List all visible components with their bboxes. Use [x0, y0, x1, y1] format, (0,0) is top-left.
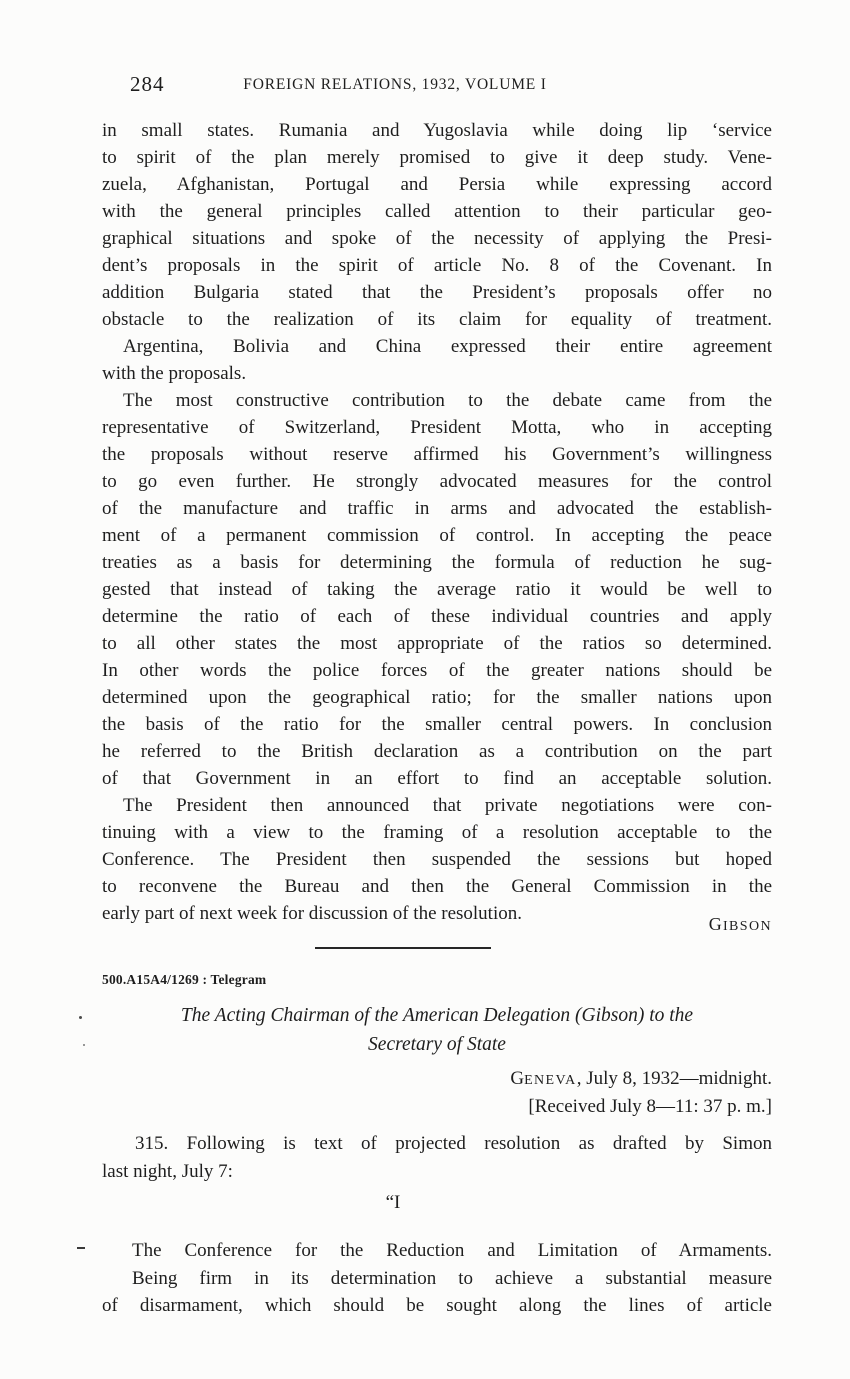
telegram-reference: 500.A15A4/1269 : Telegram: [102, 972, 267, 987]
text-line: The Conference for the Reduction and Limitation of Armaments.: [132, 1240, 772, 1261]
text-line: of the manufacture and traffic in arms and advocated the establish-: [102, 498, 772, 519]
text-line: determined upon the geographical ratio; for the smaller nations upon: [102, 687, 772, 708]
text-line: addition Bulgaria stated that the President’s proposals offer no: [102, 282, 772, 303]
text-line: obstacle to the realization of its claim for equality of treatment.: [102, 309, 772, 330]
text-line: to reconvene the Bureau and then the General Commission in the: [102, 876, 772, 897]
text-line: to go even further. He strongly advocated measures for the control: [102, 471, 772, 492]
text-line: graphical situations and spoke of the necessity of applying the Presi-: [102, 228, 772, 249]
text-line: with the general principles called attention to their particular geo-: [102, 201, 772, 222]
text-line: treaties as a basis for determining the formula of reduction he sug-: [102, 552, 772, 573]
text-line: Being firm in its determination to achieve a substantial measure: [132, 1267, 772, 1289]
text-line: dent’s proposals in the spirit of article No. 8 of the Covenant. In: [102, 255, 772, 276]
text-line: 315. Following is text of projected resolution as drafted by Simon: [135, 1133, 772, 1154]
scan-artifact-dash: [77, 1247, 85, 1249]
signature-smallcaps: IBSON: [722, 919, 772, 934]
signature-initial: G: [708, 914, 723, 934]
text-line: tinuing with a view to the framing of a resolution acceptable to the: [102, 822, 772, 843]
text-line: In other words the police forces of the greater nations should be: [102, 660, 772, 681]
text-line: of disarmament, which should be sought along the lines of article: [102, 1295, 772, 1316]
report-body: [102, 117, 772, 927]
separator-rule: [315, 947, 491, 949]
text-line: of that Government in an effort to find an acceptable solution.: [102, 768, 772, 789]
text-line: zuela, Afghanistan, Portugal and Persia while expressing accord: [102, 174, 772, 195]
text-line: The President then announced that private negotiations were con-: [123, 795, 772, 816]
text-line: the basis of the ratio for the smaller central powers. In conclusion: [102, 714, 772, 735]
text-line: Conference. The President then suspended the sessions but hoped: [102, 849, 772, 870]
text-line: gested that instead of taking the average ratio it would be well to: [102, 579, 772, 600]
heading-line: Secretary of State: [368, 1034, 506, 1055]
text-line: to spirit of the plan merely promised to give it deep study. Vene-: [102, 147, 772, 168]
heading-line: The Acting Chairman of the American Delegation (Gibson) to the: [180, 1005, 694, 1026]
text-line: with the proposals.: [102, 363, 247, 384]
section-marker: “I: [385, 1192, 401, 1213]
text-line: last night, July 7:: [102, 1161, 233, 1182]
text-line: The most constructive contribution to the debate came from the: [123, 390, 772, 411]
text-line: ment of a permanent commission of control. In accepting the peace: [102, 525, 772, 546]
signature: [102, 914, 774, 935]
running-title: FOREIGN RELATIONS, 1932, VOLUME I: [243, 76, 547, 93]
scan-artifact-dot: [79, 1016, 82, 1019]
dateline: [102, 1068, 780, 1090]
text-line: Argentina, Bolivia and China expressed their entire agreement: [123, 336, 772, 357]
text-line: he referred to the British declaration as a contribution on the part: [102, 741, 772, 762]
received-line: [Received July 8—11: 37 p. m.]: [528, 1096, 772, 1117]
resolution-text: [102, 1237, 772, 1320]
text-line: to all other states the most appropriate of the ratios so determined.: [102, 633, 772, 654]
scan-artifact-dot: [83, 1044, 85, 1046]
text-line: early part of next week for discussion of the resolution.: [102, 903, 522, 924]
text-line: in small states. Rumania and Yugoslavia while doing lip ‘service: [102, 120, 772, 141]
dateline-date: , July 8, 1932—midnight.: [576, 1068, 772, 1089]
dateline-place-smallcaps: ENEVA: [524, 1073, 577, 1088]
dateline-place-initial: G: [510, 1068, 525, 1089]
text-line: determine the ratio of each of these individual countries and apply: [102, 606, 772, 627]
text-line: the proposals without reserve affirmed his Government’s willingness: [102, 444, 772, 465]
running-header: [102, 72, 772, 98]
page-number: 284: [130, 72, 165, 96]
telegram-body: [102, 1130, 772, 1186]
document-heading: [102, 1001, 772, 1059]
text-line: representative of Switzerland, President Motta, who in accepting: [102, 417, 772, 438]
